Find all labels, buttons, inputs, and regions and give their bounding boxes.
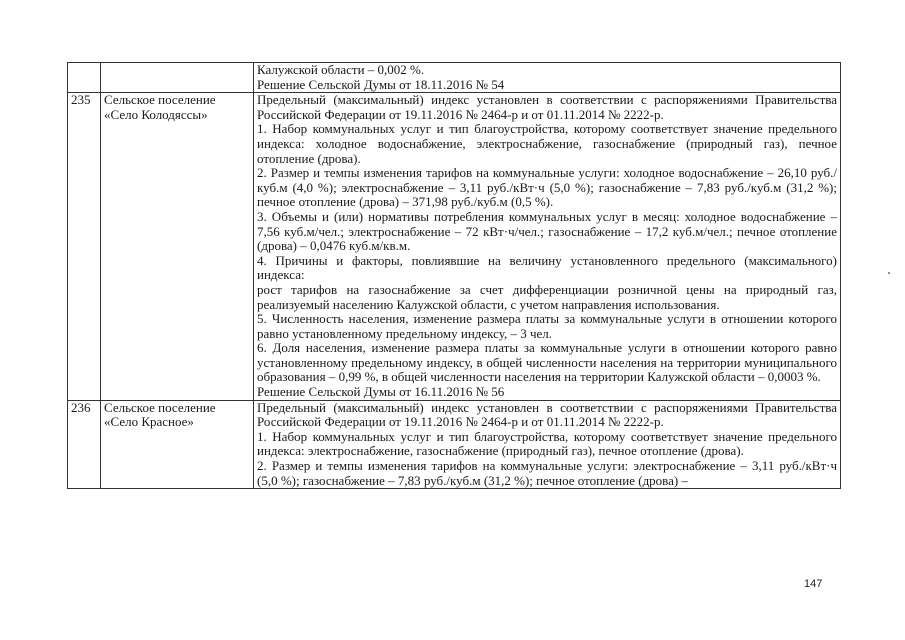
paragraph: Калужской области – 0,002 %. bbox=[257, 62, 425, 77]
paragraph: Предельный (максимальный) индекс установлен в соответствии с распоряжениями Правительства Российской Федерации от 19.11.2016 № 2464-р и от 01.11.2014 № 2222-р. bbox=[257, 399, 837, 430]
paragraph: 2. Размер и темпы изменения тарифов на коммунальные услуги: электроснабжение – 3,11 руб./кВт·ч (5,0 %); газоснабжение – 7,83 руб./куб.м (31,2 %); печное отопление (дрова) – bbox=[257, 458, 837, 488]
paragraph: 2. Размер и темпы изменения тарифов на коммунальные услуги: холодное водоснабжение – 26,10 руб./куб.м (4,0 %); электроснабжение – 3,11 руб./кВт·ч (5,0 %); газоснабжение – 7,83 руб./куб.м (31,2 %); печное отопление (дрова) – 371,98 руб./куб.м (0,5 %). bbox=[257, 165, 837, 210]
paragraph: Предельный (максимальный) индекс установлен в соответствии с распоряжениями Правительства Российской Федерации от 19.11.2016 № 2464-р и от 01.11.2014 № 2222-р. bbox=[257, 92, 837, 122]
scan-speck bbox=[888, 272, 890, 274]
table-row bbox=[68, 93, 841, 400]
row-description bbox=[254, 63, 841, 93]
settlement-name bbox=[101, 63, 254, 93]
table-row bbox=[68, 400, 841, 489]
paragraph: 1. Набор коммунальных услуг и тип благоустройства, которому соответствует значение предельного индекса: холодное водоснабжение, электроснабжение, газоснабжение (природный газ), печное отопление (дрова). bbox=[257, 121, 837, 166]
paragraph: 6. Доля населения, изменение размера платы за коммунальные услуги в отношении которого равно установленному предельному индексу, в общей численности населения на территории муниципального образования – 0,99 %, в общей численности населения на территории Калужской области – 0,0003 %. bbox=[257, 340, 837, 385]
settlement-name: Сельское поселение «Село Колодяссы» bbox=[101, 93, 254, 400]
row-number bbox=[68, 63, 101, 93]
row-number: 236 bbox=[68, 400, 101, 489]
paragraph: 1. Набор коммунальных услуг и тип благоустройства, которому соответствует значение предельного индекса: электроснабжение, газоснабжение (природный газ), печное отопление (дрова). bbox=[257, 428, 837, 459]
paragraph: 3. Объемы и (или) нормативы потребления коммунальных услуг в месяц: холодное водоснабжение – 7,56 куб.м/чел.; электроснабжение – 72 кВт·ч/чел.; газоснабжение – 17,2 куб.м/чел.; печное отопление (дрова) – 0,0476 куб.м/кв.м. bbox=[257, 208, 837, 254]
tariff-table bbox=[67, 62, 841, 489]
paragraph: 5. Численность населения, изменение размера платы за коммунальные услуги в отношении которого равно установленному предельному индексу, – 3 чел. bbox=[257, 311, 837, 341]
paragraph: рост тарифов на газоснабжение за счет дифференциации розничной цены на природный газ, реализуемый населению Калужской области, с учетом направления использования. bbox=[257, 281, 837, 312]
table-row bbox=[68, 63, 841, 93]
settlement-name: Сельское поселение «Село Красное» bbox=[101, 400, 254, 489]
row-number: 235 bbox=[68, 93, 101, 400]
decision-line: Решение Сельской Думы от 16.11.2016 № 56 bbox=[257, 384, 505, 400]
decision-line: Решение Сельской Думы от 18.11.2016 № 54 bbox=[257, 76, 505, 92]
page-number: 147 bbox=[804, 578, 823, 590]
row-description bbox=[254, 400, 841, 489]
row-description bbox=[254, 93, 841, 400]
paragraph: 4. Причины и факторы, повлиявшие на величину установленного предельного (максимального) индекса: bbox=[257, 252, 837, 283]
